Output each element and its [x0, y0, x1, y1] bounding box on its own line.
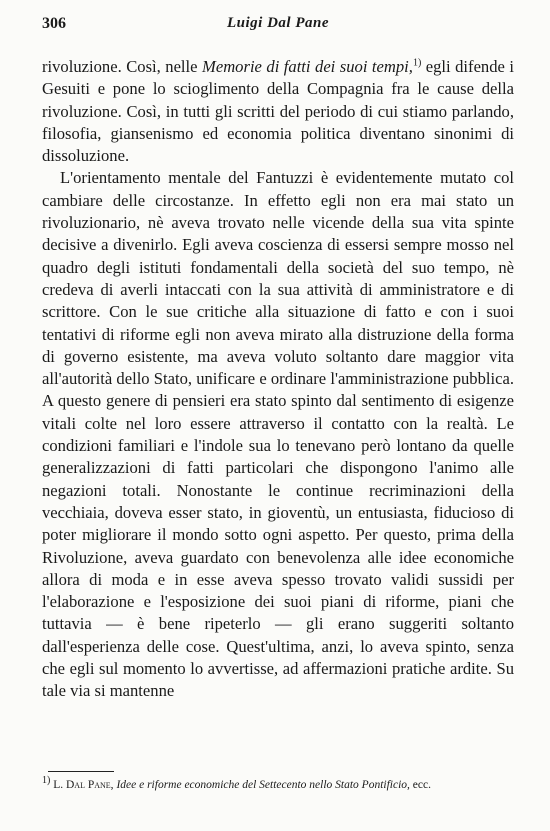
- running-head: Luigi Dal Pane: [226, 15, 329, 31]
- footnote-reference: 1): [412, 57, 422, 69]
- page-number: 306: [42, 15, 66, 32]
- footnote-title: Idee e riforme economiche del Settecento nello Stato Pontificio,: [116, 779, 410, 791]
- paragraph-1-start: rivoluzione. Così, nelle: [42, 57, 203, 76]
- footnote-rule: [48, 771, 114, 772]
- footnote: [42, 777, 514, 794]
- paragraph-2: L'orientamento mentale del Fantuzzi è evidentemente mutato col cambiare delle circostanze. In effetto egli non era mai stato un rivoluzionario, nè aveva trovato nelle vicende della sua vita spinte decisive a divenirlo. Egli aveva coscienza di essersi sempre mosso nel quadro degli istituti fondamentali della società del suo tempo, nè credeva di averli intaccati con la sua attività di amministratore e di scrittore. Con le sue critiche alla situazione di fatto e con i suoi tentativi di riforme egli non aveva mirato alla distruzione della forma di governo esistente, ma aveva voluto soltanto dare maggior vita all'autorità dello Stato, unificare e ordinare l'amministrazione pubblica. A questo genere di pensieri era stato spinto dal sentimento di esigenze vitali colte nel loro essere attraverso il contatto con la realtà. Le condizioni familiari e l'indole sua lo tenevano però lontano da quelle generalizzazioni di fatti particolari che dispongono l'animo alle negazioni totali. Nonostante le continue recriminazioni della vecchiaia, doveva esser stato, in gioventù, un entusiasta, fiducioso di poter migliorare il mondo sotto ogni aspetto. Per questo, prima della Rivoluzione, aveva guardato con benevolenza alle idee economiche allora di moda e in esse aveva spesso trovato validi sussidi per l'elaborazione e l'esposizione dei suoi piani di riforme, piani che tuttavia — è bene ripeterlo — gli erano suggeriti soltanto dall'esperienza delle cose. Quest'ultima, anzi, lo aveva spinto, senza che egli sul momento lo avvertisse, ad affermazioni pratiche ardite. Su tale via si mantenne: [42, 168, 514, 701]
- paragraph-1-end: egli difende i Gesuiti e pone lo scioglimento della Compagnia fra le cause della rivoluzione. Così, in tutti gli scritti del periodo di cui stiamo parlando, filosofia, giansenismo ed economia politica diventano sinonimi di dissoluzione.: [42, 57, 514, 166]
- cited-work-title: Memorie di fatti dei suoi tempi,: [202, 57, 413, 76]
- footnote-tail: ecc.: [412, 779, 431, 791]
- footnote-marker: 1): [42, 775, 51, 787]
- paragraph-1: [42, 56, 514, 167]
- page-header: [42, 12, 514, 38]
- footnote-author: L. Dal Pane,: [53, 779, 114, 791]
- body-text: [42, 56, 514, 703]
